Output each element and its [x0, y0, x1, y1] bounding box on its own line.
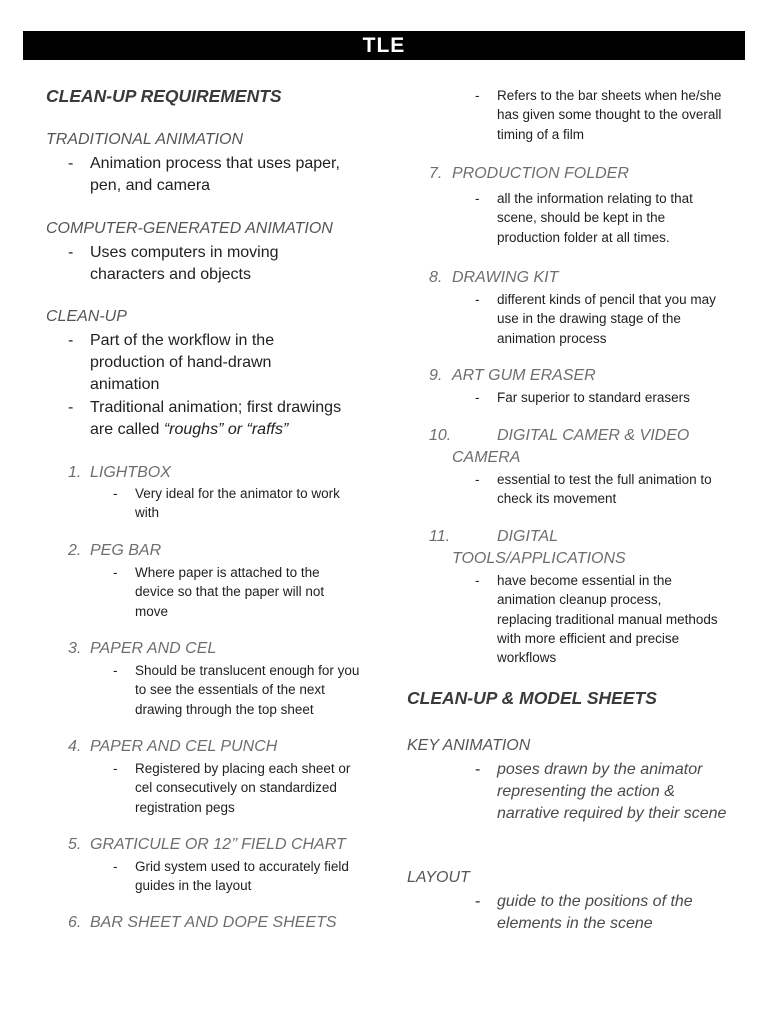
- dash: -: [113, 761, 118, 776]
- item-title: ART GUM ERASER: [452, 367, 596, 384]
- item-desc: Very ideal for the animator to work with: [135, 486, 340, 521]
- item-desc: Grid system used to accurately field guides in the layout: [135, 859, 349, 894]
- dash: -: [475, 761, 481, 778]
- item-title: GRATICULE OR 12’’ FIELD CHART: [90, 836, 346, 853]
- cleanup-title: CLEAN-UP: [46, 308, 127, 325]
- layout-desc: guide to the positions of the elements in the scene: [497, 893, 693, 932]
- item-number: 3.: [68, 640, 82, 657]
- item-title: BAR SHEET AND DOPE SHEETS: [90, 914, 337, 931]
- item-title: DIGITAL CAMER & VIDEO: [497, 427, 690, 444]
- cga-title: COMPUTER-GENERATED ANIMATION: [46, 220, 333, 237]
- item-number: 11.: [429, 528, 451, 545]
- item-title: PRODUCTION FOLDER: [452, 165, 629, 182]
- item-title: LIGHTBOX: [90, 464, 171, 481]
- item-desc: different kinds of pencil that you may use in the drawing stage of the animation process: [497, 292, 716, 346]
- section-heading-2: CLEAN-UP & MODEL SHEETS: [407, 688, 657, 708]
- item-title: PAPER AND CEL: [90, 640, 217, 657]
- dash: -: [475, 893, 481, 910]
- dash: -: [475, 292, 480, 307]
- traditional-animation-title: TRADITIONAL ANIMATION: [46, 131, 244, 148]
- item-desc: Registered by placing each sheet or cel consecutively on standardized registration pegs: [135, 761, 351, 815]
- dash: -: [68, 399, 74, 416]
- cga-bullet: Uses computers in moving characters and objects: [90, 244, 279, 283]
- item-number: 6.: [68, 914, 82, 931]
- item-title-cont: TOOLS/APPLICATIONS: [452, 550, 626, 567]
- key-animation-desc: poses drawn by the animator representing the action & narrative required by their scene: [497, 761, 727, 822]
- item-desc: essential to test the full animation to check its movement: [497, 472, 712, 507]
- item-desc: Where paper is attached to the device so that the paper will not move: [135, 565, 325, 619]
- dash: -: [475, 573, 480, 588]
- dash: -: [113, 565, 118, 580]
- dash: -: [113, 663, 118, 678]
- layout-title: LAYOUT: [407, 869, 470, 886]
- item-number: 1.: [68, 464, 82, 481]
- dash: -: [68, 332, 74, 349]
- dash: -: [113, 859, 118, 874]
- item-number: 5.: [68, 836, 82, 853]
- dash: -: [68, 155, 74, 172]
- dash: -: [475, 472, 480, 487]
- dash: -: [475, 88, 480, 103]
- item-number: 10.: [429, 427, 452, 444]
- item-title-cont: CAMERA: [452, 449, 521, 466]
- item-desc: Should be translucent enough for you to see the essentials of the next drawing through the top sheet: [135, 663, 360, 717]
- item-number: 9.: [429, 367, 443, 384]
- item-number: 8.: [429, 269, 443, 286]
- key-animation-title: KEY ANIMATION: [407, 737, 531, 754]
- dash: -: [475, 191, 480, 206]
- item-title: DIGITAL: [497, 528, 559, 545]
- item-desc: Refers to the bar sheets when he/she has given some thought to the overall timing of a film: [497, 88, 722, 142]
- dash: -: [68, 244, 74, 261]
- item-number: 2.: [68, 542, 82, 559]
- item-number: 7.: [429, 165, 443, 182]
- cleanup-bullet-2: Traditional animation; first drawings are called “roughs” or “raffs”: [90, 399, 342, 438]
- item-number: 4.: [68, 738, 82, 755]
- item-title: PEG BAR: [90, 542, 162, 559]
- item-desc: have become essential in the animation cleanup process, replacing traditional manual methods with more efficient and precise workflows: [497, 573, 718, 666]
- item-desc: Far superior to standard erasers: [497, 390, 690, 405]
- item-title: PAPER AND CEL PUNCH: [90, 738, 278, 755]
- dash: -: [475, 390, 480, 405]
- page-title: TLE: [23, 31, 745, 60]
- traditional-animation-bullet: Animation process that uses paper, pen, and camera: [90, 155, 340, 194]
- cleanup-bullet-1: Part of the workflow in the production of hand-drawn animation: [90, 332, 275, 393]
- dash: -: [113, 486, 118, 501]
- item-desc: all the information relating to that scene, should be kept in the production folder at all times.: [497, 191, 693, 245]
- section-heading: CLEAN-UP REQUIREMENTS: [46, 86, 282, 106]
- item-title: DRAWING KIT: [452, 269, 559, 286]
